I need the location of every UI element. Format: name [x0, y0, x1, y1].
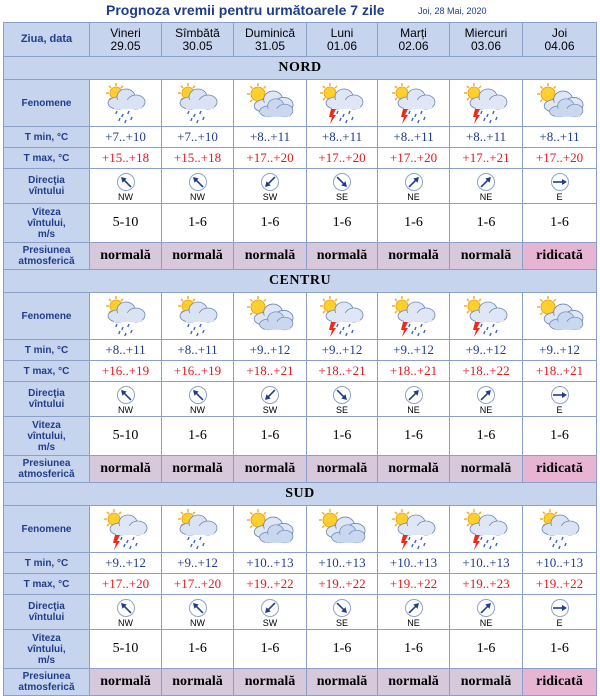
sun-cloud-storm-icon: [378, 507, 449, 551]
page-header: [0, 0, 600, 22]
tmin-row: [4, 553, 597, 574]
wind-direction-label: SW: [262, 617, 278, 628]
row-label: [4, 80, 90, 127]
row-label-text: vîntului,: [27, 217, 66, 229]
wind-direction-cell: [378, 595, 450, 630]
weather-cell: [307, 506, 378, 553]
weather-cell: [523, 293, 597, 340]
pressure-row: [4, 243, 597, 270]
wind-direction-cell: [450, 169, 523, 204]
pressure-value: ridicată: [523, 669, 597, 696]
sun-cloud-icon: [307, 507, 377, 551]
wind-direction-cell: [90, 595, 162, 630]
forecast-date: Joi, 28 Mai, 2020: [418, 6, 487, 16]
pressure-row: [4, 669, 597, 696]
sun-cloud-storm-icon: [450, 81, 522, 125]
tmin-value: +9..+12: [378, 340, 450, 361]
tmin-value: +8..+11: [307, 127, 378, 148]
wind-arrow-icon: [234, 172, 306, 192]
wind-direction-label: NE: [407, 191, 420, 202]
wind-arrow-icon: [162, 598, 233, 618]
row-label-text: m/s: [37, 228, 56, 240]
row-label-text: Viteza: [32, 632, 61, 644]
wind-speed-value: 1-6: [307, 204, 378, 243]
row-label-text: Direcţia: [28, 601, 65, 612]
wind-direction-label: NW: [118, 617, 133, 628]
tmax-value: +17..+20: [378, 148, 450, 169]
wind-direction-label: E: [556, 404, 563, 415]
wind-direction-label: NE: [479, 191, 493, 202]
wind-speed-row: [4, 630, 597, 669]
wind-speed-value: 1-6: [307, 630, 378, 669]
row-label-text: T max, °C: [23, 578, 70, 590]
region-row: [4, 57, 597, 80]
pressure-value: normală: [162, 669, 234, 696]
day-header: [90, 23, 162, 57]
tmax-value: +17..+20: [307, 148, 378, 169]
row-label-text: Fenomene: [21, 310, 72, 322]
row-label-text: Direcţia: [28, 388, 65, 399]
day-header: [307, 23, 378, 57]
header-label: Ziua, data: [4, 23, 90, 57]
row-label-text: atmosferică: [18, 256, 75, 267]
sun-cloud-icon: [234, 294, 306, 338]
wind-direction-label: NW: [118, 404, 133, 415]
tmax-value: +18..+21: [307, 361, 378, 382]
sun-cloud-icon: [234, 507, 306, 551]
region-row: [4, 483, 597, 506]
wind-direction-label: E: [556, 191, 563, 202]
wind-arrow-icon: [90, 385, 161, 405]
day-header: [450, 23, 523, 57]
pressure-value: normală: [234, 243, 307, 270]
wind-speed-value: 1-6: [234, 417, 307, 456]
weather-cell: [378, 506, 450, 553]
wind-speed-value: 1-6: [450, 630, 523, 669]
row-label-text: Fenomene: [21, 97, 72, 109]
wind-direction-cell: [162, 169, 234, 204]
tmin-value: +9..+12: [90, 553, 162, 574]
tmin-value: +8..+11: [523, 127, 597, 148]
tmin-value: +7..+10: [90, 127, 162, 148]
row-label-text: atmosferică: [18, 469, 75, 480]
day-name: Luni: [330, 25, 354, 40]
day-name: Marți: [400, 25, 427, 40]
region-title: NORD: [4, 57, 597, 80]
tmax-value: +18..+21: [523, 361, 597, 382]
tmax-value: +19..+22: [378, 574, 450, 595]
row-label: [4, 506, 90, 553]
region-title: SUD: [4, 483, 597, 506]
wind-direction-cell: [234, 169, 307, 204]
day-header: [234, 23, 307, 57]
pressure-value: normală: [234, 669, 307, 696]
row-label: [4, 340, 90, 361]
wind-speed-value: 1-6: [307, 417, 378, 456]
wind-direction-cell: [378, 382, 450, 417]
wind-arrow-icon: [307, 598, 377, 618]
fenomene-row: [4, 293, 597, 340]
wind-direction-cell: [90, 382, 162, 417]
weather-cell: [307, 293, 378, 340]
pressure-value: normală: [90, 669, 162, 696]
row-label: [4, 382, 90, 417]
fenomene-row: [4, 506, 597, 553]
wind-speed-value: 1-6: [234, 204, 307, 243]
wind-direction-row: [4, 169, 597, 204]
row-label: [4, 669, 90, 696]
pressure-value: normală: [450, 456, 523, 483]
wind-speed-value: 1-6: [378, 630, 450, 669]
tmin-value: +9..+12: [523, 340, 597, 361]
tmin-value: +9..+12: [307, 340, 378, 361]
wind-arrow-icon: [90, 172, 161, 192]
wind-speed-value: 5-10: [90, 204, 162, 243]
row-label: [4, 361, 90, 382]
row-label: [4, 169, 90, 204]
wind-direction-label: SE: [335, 404, 348, 415]
pressure-value: normală: [307, 243, 378, 270]
row-label-text: Direcţia: [28, 175, 65, 186]
tmax-row: [4, 361, 597, 382]
wind-direction-cell: [378, 169, 450, 204]
row-label-text: m/s: [37, 654, 56, 666]
row-label-text: Presiunea: [22, 671, 71, 682]
sun-cloud-icon: [523, 81, 596, 125]
wind-speed-value: 1-6: [162, 630, 234, 669]
wind-speed-value: 1-6: [234, 630, 307, 669]
wind-speed-value: 1-6: [523, 204, 597, 243]
row-label: [4, 243, 90, 270]
wind-speed-row: [4, 417, 597, 456]
tmin-value: +10..+13: [307, 553, 378, 574]
weather-cell: [378, 80, 450, 127]
weather-cell: [523, 80, 597, 127]
tmax-value: +18..+21: [234, 361, 307, 382]
tmax-value: +17..+20: [234, 148, 307, 169]
wind-arrow-icon: [450, 385, 522, 405]
tmax-row: [4, 148, 597, 169]
wind-speed-value: 5-10: [90, 630, 162, 669]
forecast-table: [3, 22, 597, 696]
wind-direction-label: NW: [118, 191, 133, 202]
sun-cloud-storm-icon: [307, 81, 377, 125]
pressure-value: normală: [90, 243, 162, 270]
sun-cloud-storm-icon: [307, 294, 377, 338]
pressure-value: normală: [90, 456, 162, 483]
region-title: CENTRU: [4, 270, 597, 293]
weather-cell: [90, 506, 162, 553]
wind-direction-label: NE: [479, 404, 493, 415]
wind-direction-cell: [307, 382, 378, 417]
wind-speed-value: 1-6: [523, 417, 597, 456]
wind-direction-cell: [523, 382, 597, 417]
wind-speed-value: 1-6: [450, 417, 523, 456]
wind-direction-cell: [523, 595, 597, 630]
wind-direction-cell: [162, 595, 234, 630]
wind-direction-label: NW: [190, 404, 205, 415]
tmax-value: +17..+20: [162, 574, 234, 595]
wind-direction-cell: [523, 169, 597, 204]
row-label-text: vîntului: [28, 186, 65, 197]
wind-speed-value: 1-6: [378, 417, 450, 456]
wind-direction-row: [4, 382, 597, 417]
wind-speed-value: 5-10: [90, 417, 162, 456]
wind-direction-label: NW: [190, 191, 205, 202]
sun-cloud-icon: [523, 294, 596, 338]
cloud-rain-icon: [162, 81, 233, 125]
row-label-text: T min, °C: [24, 344, 69, 356]
weather-cell: [162, 506, 234, 553]
wind-direction-label: NE: [407, 404, 420, 415]
sun-cloud-storm-icon: [378, 294, 449, 338]
sun-cloud-storm-icon: [450, 294, 522, 338]
weather-cell: [234, 506, 307, 553]
tmax-value: +19..+22: [234, 574, 307, 595]
wind-speed-value: 1-6: [162, 204, 234, 243]
wind-direction-cell: [162, 382, 234, 417]
wind-arrow-icon: [378, 598, 449, 618]
day-name: Joi: [551, 25, 568, 40]
tmin-value: +8..+11: [234, 127, 307, 148]
row-label: [4, 456, 90, 483]
wind-direction-label: SE: [335, 191, 348, 202]
pressure-value: normală: [378, 243, 450, 270]
wind-direction-label: SW: [262, 191, 278, 202]
sun-cloud-icon: [234, 81, 306, 125]
wind-arrow-icon: [234, 598, 306, 618]
row-label-text: T max, °C: [23, 365, 70, 377]
weather-cell: [90, 293, 162, 340]
wind-direction-label: NW: [190, 617, 205, 628]
row-label-text: m/s: [37, 441, 56, 453]
row-label-text: Presiunea: [22, 458, 71, 469]
row-label: [4, 148, 90, 169]
wind-direction-label: NE: [407, 617, 420, 628]
wind-direction-cell: [450, 382, 523, 417]
row-label: [4, 204, 90, 243]
header-row: [4, 23, 597, 57]
day-name: Miercuri: [464, 25, 508, 40]
pressure-value: ridicată: [523, 456, 597, 483]
wind-arrow-icon: [162, 385, 233, 405]
pressure-value: normală: [378, 669, 450, 696]
tmax-value: +15..+18: [90, 148, 162, 169]
row-label-text: Presiunea: [22, 245, 71, 256]
row-label-text: vîntului,: [27, 643, 66, 655]
pressure-value: normală: [378, 456, 450, 483]
tmax-value: +19..+23: [450, 574, 523, 595]
wind-direction-cell: [90, 169, 162, 204]
weather-cell: [450, 80, 523, 127]
day-name: Duminică: [244, 25, 295, 40]
wind-speed-value: 1-6: [162, 417, 234, 456]
row-label-text: Fenomene: [21, 523, 72, 535]
wind-arrow-icon: [307, 385, 377, 405]
wind-arrow-icon: [523, 172, 596, 192]
tmin-value: +8..+11: [162, 340, 234, 361]
tmax-value: +16..+19: [162, 361, 234, 382]
day-date: 29.05: [110, 38, 141, 53]
cloud-rain-icon: [162, 294, 233, 338]
wind-speed-value: 1-6: [378, 204, 450, 243]
weather-cell: [523, 506, 597, 553]
tmax-value: +17..+20: [90, 574, 162, 595]
page-title: Prognoza vremii pentru următoarele 7 zile: [106, 2, 385, 18]
row-label-text: T max, °C: [23, 152, 70, 164]
wind-arrow-icon: [523, 385, 596, 405]
tmax-value: +17..+21: [450, 148, 523, 169]
tmax-value: +16..+19: [90, 361, 162, 382]
wind-direction-cell: [234, 595, 307, 630]
sun-cloud-storm-icon: [90, 507, 161, 551]
wind-arrow-icon: [162, 172, 233, 192]
wind-arrow-icon: [450, 172, 522, 192]
tmin-row: [4, 340, 597, 361]
tmin-value: +10..+13: [378, 553, 450, 574]
row-label-text: vîntului: [28, 612, 65, 623]
day-date: 01.06: [326, 38, 358, 53]
day-date: 02.06: [398, 38, 429, 53]
wind-arrow-icon: [523, 598, 596, 618]
wind-arrow-icon: [378, 385, 449, 405]
weather-cell: [307, 80, 378, 127]
pressure-row: [4, 456, 597, 483]
wind-arrow-icon: [307, 172, 377, 192]
weather-cell: [234, 80, 307, 127]
wind-direction-cell: [450, 595, 523, 630]
row-label: [4, 293, 90, 340]
wind-direction-label: SE: [335, 617, 348, 628]
pressure-value: normală: [162, 243, 234, 270]
row-label: [4, 595, 90, 630]
sun-cloud-storm-icon: [450, 507, 522, 551]
wind-direction-label: SW: [262, 404, 278, 415]
row-label-text: vîntului: [28, 399, 65, 410]
cloud-rain-icon: [523, 507, 596, 551]
wind-arrow-icon: [378, 172, 449, 192]
row-label-text: T min, °C: [24, 557, 69, 569]
wind-direction-label: E: [556, 617, 563, 628]
wind-arrow-icon: [450, 598, 522, 618]
tmin-value: +7..+10: [162, 127, 234, 148]
wind-arrow-icon: [90, 598, 161, 618]
weather-cell: [450, 506, 523, 553]
wind-direction-label: NE: [479, 617, 493, 628]
row-label: [4, 127, 90, 148]
tmin-value: +10..+13: [234, 553, 307, 574]
tmin-value: +8..+11: [378, 127, 450, 148]
weather-cell: [162, 80, 234, 127]
weather-cell: [450, 293, 523, 340]
wind-speed-value: 1-6: [523, 630, 597, 669]
tmin-row: [4, 127, 597, 148]
pressure-value: normală: [307, 669, 378, 696]
weather-cell: [234, 293, 307, 340]
tmax-value: +18..+22: [450, 361, 523, 382]
tmin-value: +9..+12: [450, 340, 523, 361]
wind-direction-cell: [307, 595, 378, 630]
tmin-value: +9..+12: [234, 340, 307, 361]
wind-direction-cell: [307, 169, 378, 204]
tmin-value: +8..+11: [90, 340, 162, 361]
row-label-text: Viteza: [32, 419, 61, 431]
region-row: [4, 270, 597, 293]
tmax-value: +18..+21: [378, 361, 450, 382]
row-label-text: Viteza: [32, 206, 61, 218]
pressure-value: normală: [162, 456, 234, 483]
row-label: [4, 553, 90, 574]
tmin-value: +8..+11: [450, 127, 523, 148]
day-date: 03.06: [470, 38, 502, 53]
sun-cloud-storm-icon: [378, 81, 449, 125]
wind-direction-row: [4, 595, 597, 630]
cloud-rain-icon: [90, 81, 161, 125]
tmin-value: +10..+13: [523, 553, 597, 574]
day-name: Sîmbătă: [175, 25, 220, 40]
tmax-value: +19..+22: [307, 574, 378, 595]
row-label: [4, 630, 90, 669]
pressure-value: normală: [450, 243, 523, 270]
fenomene-row: [4, 80, 597, 127]
row-label-text: atmosferică: [18, 682, 75, 693]
day-date: 04.06: [544, 38, 575, 53]
day-header: [378, 23, 450, 57]
day-date: 30.05: [182, 38, 213, 53]
wind-arrow-icon: [234, 385, 306, 405]
weather-cell: [90, 80, 162, 127]
tmin-value: +10..+13: [450, 553, 523, 574]
tmax-row: [4, 574, 597, 595]
wind-speed-value: 1-6: [450, 204, 523, 243]
pressure-value: ridicată: [523, 243, 597, 270]
row-label: [4, 417, 90, 456]
pressure-value: normală: [234, 456, 307, 483]
weather-cell: [378, 293, 450, 340]
cloud-rain-icon: [90, 294, 161, 338]
tmin-value: +9..+12: [162, 553, 234, 574]
day-name: Vineri: [110, 25, 141, 40]
pressure-value: normală: [307, 456, 378, 483]
wind-speed-row: [4, 204, 597, 243]
cloud-rain-icon: [162, 507, 233, 551]
pressure-value: normală: [450, 669, 523, 696]
tmax-value: +17..+20: [523, 148, 597, 169]
day-header: [523, 23, 597, 57]
day-header: [162, 23, 234, 57]
tmax-value: +15..+18: [162, 148, 234, 169]
wind-direction-cell: [234, 382, 307, 417]
row-label-text: vîntului,: [27, 430, 66, 442]
row-label: [4, 574, 90, 595]
day-date: 31.05: [254, 38, 286, 53]
tmax-value: +19..+22: [523, 574, 597, 595]
weather-cell: [162, 293, 234, 340]
row-label-text: T min, °C: [24, 131, 69, 143]
